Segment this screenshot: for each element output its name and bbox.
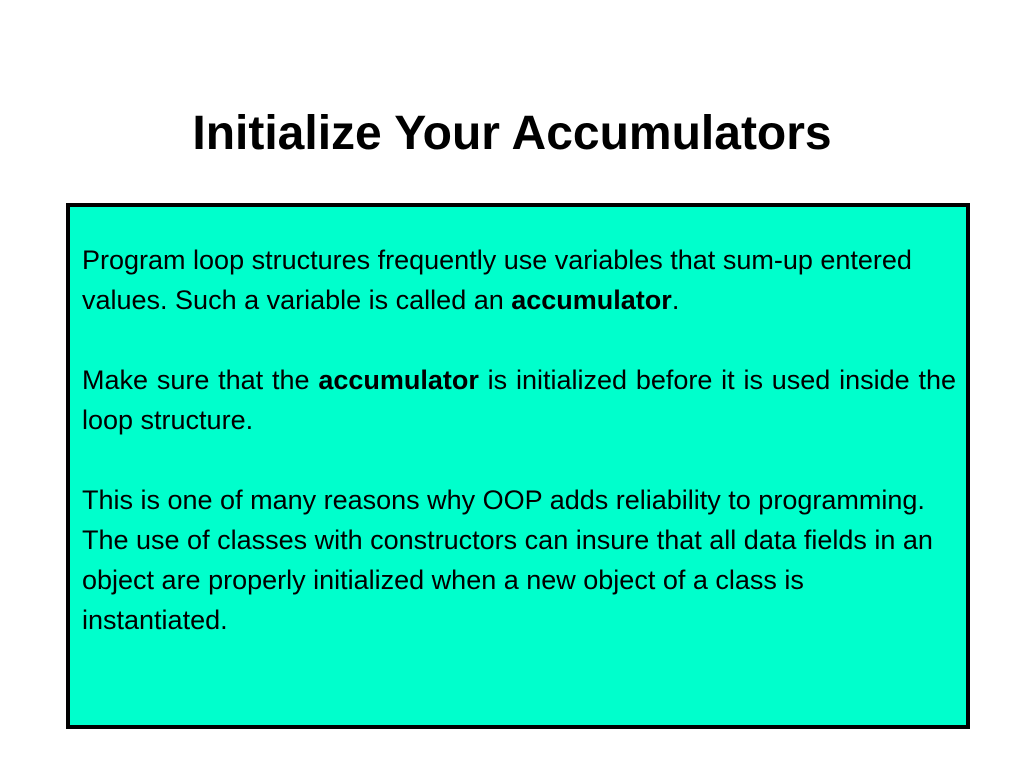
- paragraph-initialize-note: [82, 360, 956, 440]
- paragraph-text: Program loop structures frequently use variables that sum-up entered values. Such a variable is called an: [82, 245, 912, 315]
- paragraph-text: is initialized before it is used inside the loop structure.: [82, 365, 956, 435]
- paragraph-text: Make sure that the: [82, 365, 319, 395]
- paragraph-oop-reliability: This is one of many reasons why OOP adds reliability to programming. The use of classes with constructors can insure that all data fields in an object are properly initialized when a new object of a class is instantiated.: [82, 485, 933, 635]
- paragraph-text: .: [671, 285, 680, 315]
- bold-term: accumulator: [318, 365, 479, 395]
- paragraph-accumulator-definition: [82, 240, 956, 320]
- content-box: [66, 203, 970, 729]
- slide-title: Initialize Your Accumulators: [192, 107, 832, 160]
- content-text: [82, 240, 956, 640]
- bold-term: accumulator: [511, 285, 672, 315]
